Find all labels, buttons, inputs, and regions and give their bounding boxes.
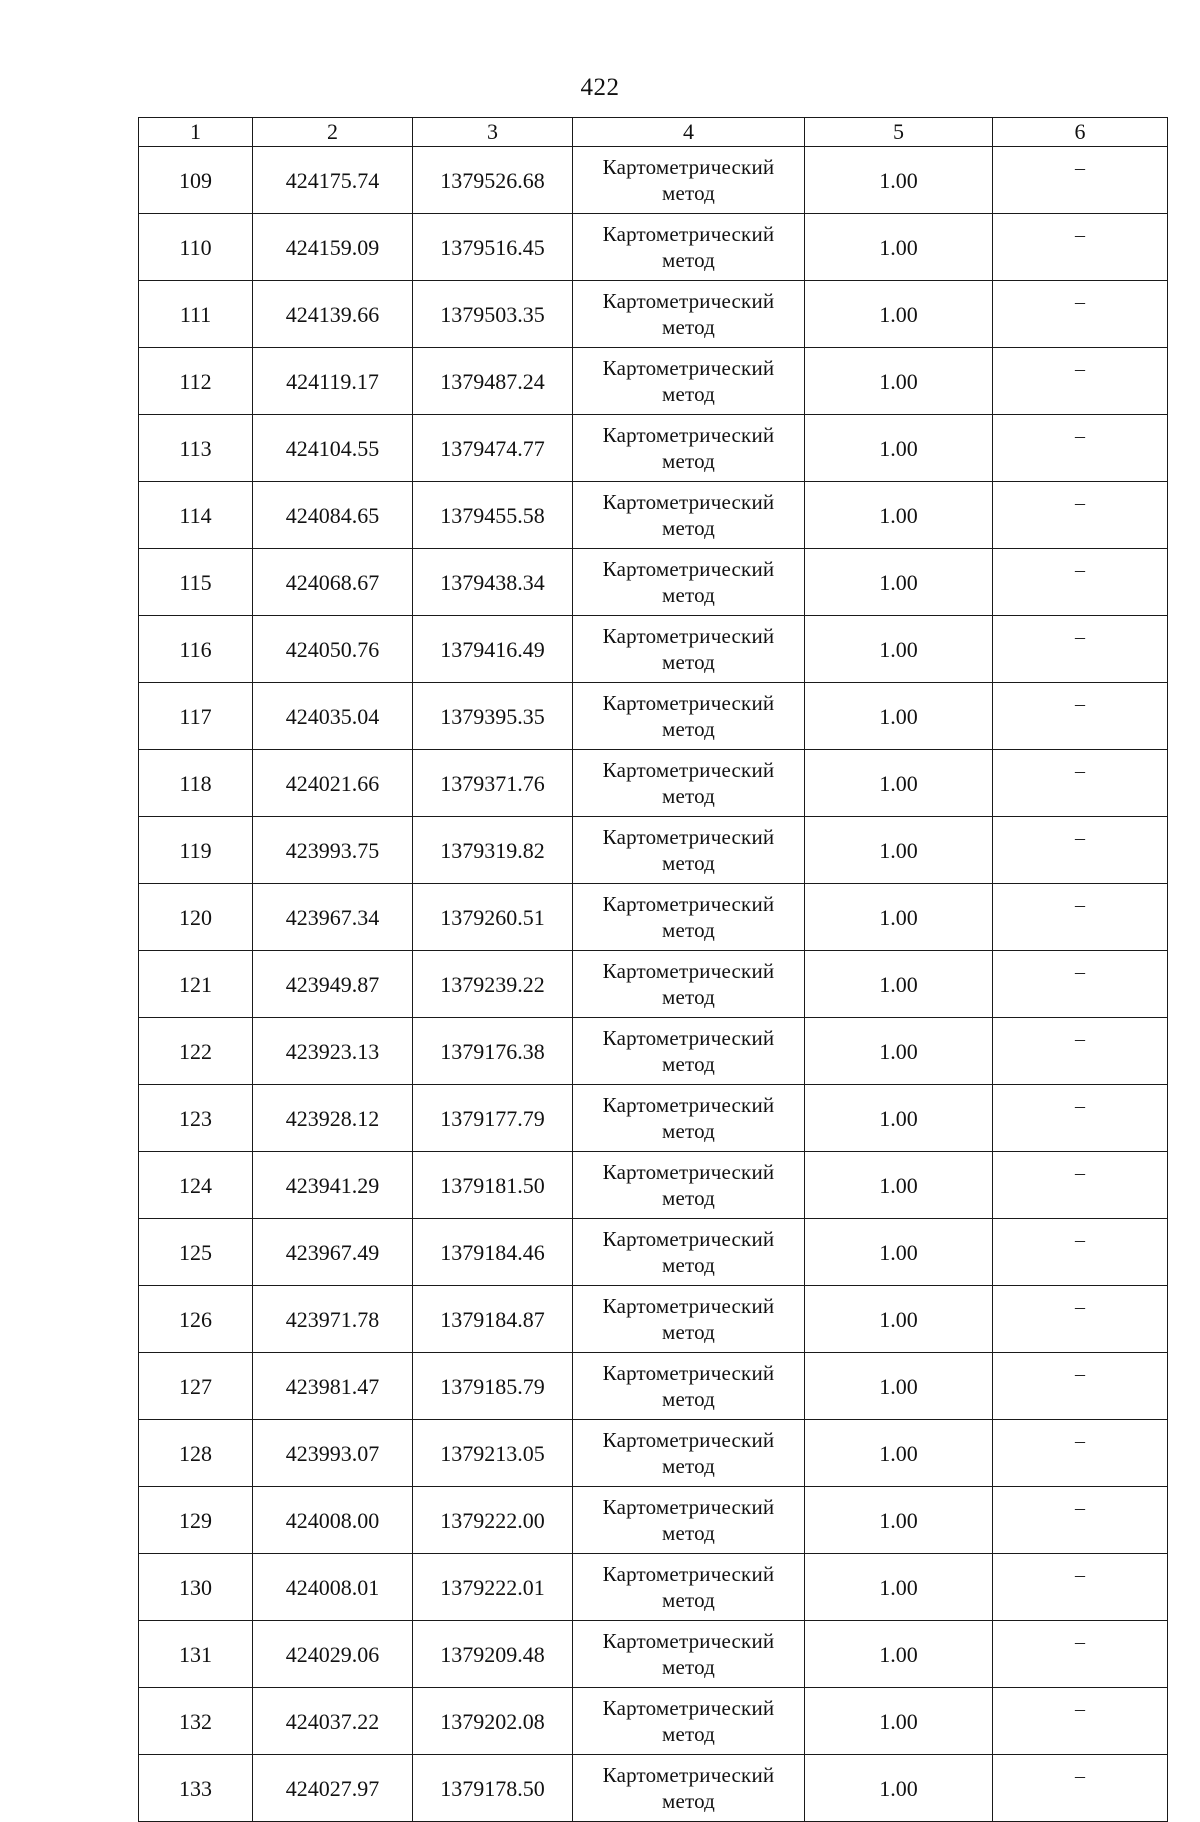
method-line-2: метод bbox=[661, 1655, 716, 1679]
accuracy-cell: 1.00 bbox=[805, 1487, 993, 1554]
x-coordinate-cell: 424027.97 bbox=[253, 1755, 413, 1822]
method-line-2: метод bbox=[661, 918, 716, 942]
note-cell: – bbox=[993, 1755, 1168, 1822]
y-coordinate-cell: 1379487.24 bbox=[413, 348, 573, 415]
method-cell bbox=[573, 1554, 805, 1621]
point-number-cell: 121 bbox=[139, 951, 253, 1018]
table-row bbox=[139, 348, 1168, 415]
table-row bbox=[139, 549, 1168, 616]
accuracy-cell: 1.00 bbox=[805, 1420, 993, 1487]
method-line-1: Картометрический bbox=[602, 1026, 775, 1050]
coordinates-table bbox=[138, 117, 1168, 1822]
method-cell bbox=[573, 147, 805, 214]
method-line-2: метод bbox=[661, 1588, 716, 1612]
y-coordinate-cell: 1379202.08 bbox=[413, 1688, 573, 1755]
note-cell: – bbox=[993, 1152, 1168, 1219]
table-row bbox=[139, 750, 1168, 817]
method-line-2: метод bbox=[661, 985, 716, 1009]
table-row bbox=[139, 482, 1168, 549]
method-cell bbox=[573, 1420, 805, 1487]
x-coordinate-cell: 423949.87 bbox=[253, 951, 413, 1018]
x-coordinate-cell: 424084.65 bbox=[253, 482, 413, 549]
y-coordinate-cell: 1379516.45 bbox=[413, 214, 573, 281]
note-cell: – bbox=[993, 147, 1168, 214]
table-row bbox=[139, 1286, 1168, 1353]
y-coordinate-cell: 1379181.50 bbox=[413, 1152, 573, 1219]
method-cell bbox=[573, 1152, 805, 1219]
method-line-2: метод bbox=[661, 650, 716, 674]
accuracy-cell: 1.00 bbox=[805, 482, 993, 549]
table-row bbox=[139, 1688, 1168, 1755]
note-cell: – bbox=[993, 951, 1168, 1018]
method-line-2: метод bbox=[661, 315, 716, 339]
point-number-cell: 123 bbox=[139, 1085, 253, 1152]
note-cell: – bbox=[993, 281, 1168, 348]
y-coordinate-cell: 1379185.79 bbox=[413, 1353, 573, 1420]
point-number-cell: 129 bbox=[139, 1487, 253, 1554]
accuracy-cell: 1.00 bbox=[805, 1085, 993, 1152]
method-line-2: метод bbox=[661, 583, 716, 607]
point-number-cell: 109 bbox=[139, 147, 253, 214]
note-cell: – bbox=[993, 549, 1168, 616]
y-coordinate-cell: 1379176.38 bbox=[413, 1018, 573, 1085]
method-cell bbox=[573, 549, 805, 616]
method-line-1: Картометрический bbox=[602, 222, 775, 246]
note-cell: – bbox=[993, 1219, 1168, 1286]
note-cell: – bbox=[993, 1018, 1168, 1085]
method-line-1: Картометрический bbox=[602, 1227, 775, 1251]
accuracy-cell: 1.00 bbox=[805, 1353, 993, 1420]
method-cell bbox=[573, 1755, 805, 1822]
table-row bbox=[139, 1152, 1168, 1219]
y-coordinate-cell: 1379178.50 bbox=[413, 1755, 573, 1822]
table-row bbox=[139, 1018, 1168, 1085]
x-coordinate-cell: 423981.47 bbox=[253, 1353, 413, 1420]
table-row bbox=[139, 415, 1168, 482]
y-coordinate-cell: 1379222.01 bbox=[413, 1554, 573, 1621]
table-header bbox=[139, 118, 1168, 147]
point-number-cell: 117 bbox=[139, 683, 253, 750]
y-coordinate-cell: 1379319.82 bbox=[413, 817, 573, 884]
x-coordinate-cell: 423967.34 bbox=[253, 884, 413, 951]
table-row bbox=[139, 214, 1168, 281]
method-cell bbox=[573, 1487, 805, 1554]
note-cell: – bbox=[993, 884, 1168, 951]
method-cell bbox=[573, 281, 805, 348]
point-number-cell: 118 bbox=[139, 750, 253, 817]
column-header-1: 1 bbox=[139, 118, 253, 147]
note-cell: – bbox=[993, 1353, 1168, 1420]
y-coordinate-cell: 1379209.48 bbox=[413, 1621, 573, 1688]
method-cell bbox=[573, 214, 805, 281]
method-cell bbox=[573, 817, 805, 884]
method-line-2: метод bbox=[661, 1454, 716, 1478]
y-coordinate-cell: 1379213.05 bbox=[413, 1420, 573, 1487]
x-coordinate-cell: 423993.07 bbox=[253, 1420, 413, 1487]
method-cell bbox=[573, 482, 805, 549]
method-cell bbox=[573, 1621, 805, 1688]
note-cell: – bbox=[993, 750, 1168, 817]
method-line-1: Картометрический bbox=[602, 1428, 775, 1452]
y-coordinate-cell: 1379416.49 bbox=[413, 616, 573, 683]
point-number-cell: 131 bbox=[139, 1621, 253, 1688]
x-coordinate-cell: 424008.01 bbox=[253, 1554, 413, 1621]
note-cell: – bbox=[993, 482, 1168, 549]
accuracy-cell: 1.00 bbox=[805, 1286, 993, 1353]
method-cell bbox=[573, 1353, 805, 1420]
x-coordinate-cell: 424008.00 bbox=[253, 1487, 413, 1554]
x-coordinate-cell: 424021.66 bbox=[253, 750, 413, 817]
table-row bbox=[139, 1554, 1168, 1621]
x-coordinate-cell: 424175.74 bbox=[253, 147, 413, 214]
method-line-2: метод bbox=[661, 1253, 716, 1277]
note-cell: – bbox=[993, 817, 1168, 884]
note-cell: – bbox=[993, 214, 1168, 281]
method-cell bbox=[573, 750, 805, 817]
y-coordinate-cell: 1379239.22 bbox=[413, 951, 573, 1018]
method-line-1: Картометрический bbox=[602, 289, 775, 313]
table-row bbox=[139, 281, 1168, 348]
x-coordinate-cell: 424068.67 bbox=[253, 549, 413, 616]
y-coordinate-cell: 1379184.46 bbox=[413, 1219, 573, 1286]
column-header-3: 3 bbox=[413, 118, 573, 147]
note-cell: – bbox=[993, 1621, 1168, 1688]
method-line-1: Картометрический bbox=[602, 758, 775, 782]
accuracy-cell: 1.00 bbox=[805, 683, 993, 750]
method-line-2: метод bbox=[661, 1722, 716, 1746]
method-cell bbox=[573, 415, 805, 482]
accuracy-cell: 1.00 bbox=[805, 817, 993, 884]
method-line-2: метод bbox=[661, 851, 716, 875]
method-line-1: Картометрический bbox=[602, 624, 775, 648]
method-line-1: Картометрический bbox=[602, 691, 775, 715]
method-cell bbox=[573, 1219, 805, 1286]
point-number-cell: 128 bbox=[139, 1420, 253, 1487]
column-header-4: 4 bbox=[573, 118, 805, 147]
accuracy-cell: 1.00 bbox=[805, 1152, 993, 1219]
accuracy-cell: 1.00 bbox=[805, 1219, 993, 1286]
method-line-2: метод bbox=[661, 1387, 716, 1411]
method-cell bbox=[573, 616, 805, 683]
method-line-2: метод bbox=[661, 717, 716, 741]
table-row bbox=[139, 951, 1168, 1018]
point-number-cell: 115 bbox=[139, 549, 253, 616]
x-coordinate-cell: 424104.55 bbox=[253, 415, 413, 482]
note-cell: – bbox=[993, 1487, 1168, 1554]
method-line-2: метод bbox=[661, 784, 716, 808]
x-coordinate-cell: 423993.75 bbox=[253, 817, 413, 884]
y-coordinate-cell: 1379503.35 bbox=[413, 281, 573, 348]
method-cell bbox=[573, 1688, 805, 1755]
x-coordinate-cell: 424119.17 bbox=[253, 348, 413, 415]
method-line-1: Картометрический bbox=[602, 155, 775, 179]
x-coordinate-cell: 424139.66 bbox=[253, 281, 413, 348]
point-number-cell: 120 bbox=[139, 884, 253, 951]
method-cell bbox=[573, 951, 805, 1018]
accuracy-cell: 1.00 bbox=[805, 951, 993, 1018]
method-line-2: метод bbox=[661, 1052, 716, 1076]
point-number-cell: 126 bbox=[139, 1286, 253, 1353]
method-line-1: Картометрический bbox=[602, 1562, 775, 1586]
method-line-2: метод bbox=[661, 1186, 716, 1210]
accuracy-cell: 1.00 bbox=[805, 348, 993, 415]
table-row bbox=[139, 1219, 1168, 1286]
point-number-cell: 112 bbox=[139, 348, 253, 415]
x-coordinate-cell: 423923.13 bbox=[253, 1018, 413, 1085]
note-cell: – bbox=[993, 683, 1168, 750]
method-cell bbox=[573, 1085, 805, 1152]
y-coordinate-cell: 1379455.58 bbox=[413, 482, 573, 549]
point-number-cell: 116 bbox=[139, 616, 253, 683]
page-number: 422 bbox=[580, 74, 620, 101]
accuracy-cell: 1.00 bbox=[805, 147, 993, 214]
method-line-2: метод bbox=[661, 1119, 716, 1143]
y-coordinate-cell: 1379474.77 bbox=[413, 415, 573, 482]
method-line-1: Картометрический bbox=[602, 1160, 775, 1184]
point-number-cell: 133 bbox=[139, 1755, 253, 1822]
x-coordinate-cell: 423971.78 bbox=[253, 1286, 413, 1353]
method-line-2: метод bbox=[661, 1521, 716, 1545]
method-line-1: Картометрический bbox=[602, 490, 775, 514]
column-header-6: 6 bbox=[993, 118, 1168, 147]
x-coordinate-cell: 423928.12 bbox=[253, 1085, 413, 1152]
accuracy-cell: 1.00 bbox=[805, 750, 993, 817]
note-cell: – bbox=[993, 1420, 1168, 1487]
table-row bbox=[139, 1353, 1168, 1420]
point-number-cell: 110 bbox=[139, 214, 253, 281]
y-coordinate-cell: 1379177.79 bbox=[413, 1085, 573, 1152]
point-number-cell: 111 bbox=[139, 281, 253, 348]
method-line-1: Картометрический bbox=[602, 356, 775, 380]
x-coordinate-cell: 423941.29 bbox=[253, 1152, 413, 1219]
x-coordinate-cell: 424050.76 bbox=[253, 616, 413, 683]
method-line-1: Картометрический bbox=[602, 423, 775, 447]
table-row bbox=[139, 1487, 1168, 1554]
point-number-cell: 125 bbox=[139, 1219, 253, 1286]
point-number-cell: 113 bbox=[139, 415, 253, 482]
x-coordinate-cell: 423967.49 bbox=[253, 1219, 413, 1286]
method-line-1: Картометрический bbox=[602, 1495, 775, 1519]
y-coordinate-cell: 1379184.87 bbox=[413, 1286, 573, 1353]
accuracy-cell: 1.00 bbox=[805, 281, 993, 348]
method-cell bbox=[573, 884, 805, 951]
method-cell bbox=[573, 683, 805, 750]
y-coordinate-cell: 1379371.76 bbox=[413, 750, 573, 817]
y-coordinate-cell: 1379222.00 bbox=[413, 1487, 573, 1554]
method-cell bbox=[573, 1018, 805, 1085]
point-number-cell: 122 bbox=[139, 1018, 253, 1085]
accuracy-cell: 1.00 bbox=[805, 1755, 993, 1822]
method-line-1: Картометрический bbox=[602, 1696, 775, 1720]
table-row bbox=[139, 616, 1168, 683]
point-number-cell: 127 bbox=[139, 1353, 253, 1420]
accuracy-cell: 1.00 bbox=[805, 1018, 993, 1085]
accuracy-cell: 1.00 bbox=[805, 1621, 993, 1688]
method-line-1: Картометрический bbox=[602, 959, 775, 983]
accuracy-cell: 1.00 bbox=[805, 214, 993, 281]
method-line-1: Картометрический bbox=[602, 825, 775, 849]
x-coordinate-cell: 424035.04 bbox=[253, 683, 413, 750]
note-cell: – bbox=[993, 1688, 1168, 1755]
y-coordinate-cell: 1379395.35 bbox=[413, 683, 573, 750]
method-line-1: Картометрический bbox=[602, 557, 775, 581]
method-line-2: метод bbox=[661, 181, 716, 205]
method-line-2: метод bbox=[661, 1320, 716, 1344]
method-line-2: метод bbox=[661, 248, 716, 272]
note-cell: – bbox=[993, 348, 1168, 415]
table-row bbox=[139, 147, 1168, 214]
x-coordinate-cell: 424029.06 bbox=[253, 1621, 413, 1688]
method-line-1: Картометрический bbox=[602, 1093, 775, 1117]
method-line-2: метод bbox=[661, 382, 716, 406]
table-row bbox=[139, 683, 1168, 750]
accuracy-cell: 1.00 bbox=[805, 1688, 993, 1755]
method-cell bbox=[573, 348, 805, 415]
table-row bbox=[139, 817, 1168, 884]
method-line-1: Картометрический bbox=[602, 1294, 775, 1318]
accuracy-cell: 1.00 bbox=[805, 616, 993, 683]
table-row bbox=[139, 1085, 1168, 1152]
column-header-5: 5 bbox=[805, 118, 993, 147]
method-line-2: метод bbox=[661, 449, 716, 473]
method-cell bbox=[573, 1286, 805, 1353]
table-row bbox=[139, 1755, 1168, 1822]
method-line-2: метод bbox=[661, 1789, 716, 1813]
method-line-1: Картометрический bbox=[602, 1361, 775, 1385]
x-coordinate-cell: 424159.09 bbox=[253, 214, 413, 281]
method-line-1: Картометрический bbox=[602, 1629, 775, 1653]
method-line-2: метод bbox=[661, 516, 716, 540]
y-coordinate-cell: 1379438.34 bbox=[413, 549, 573, 616]
note-cell: – bbox=[993, 1286, 1168, 1353]
point-number-cell: 124 bbox=[139, 1152, 253, 1219]
header-row bbox=[139, 118, 1168, 147]
point-number-cell: 119 bbox=[139, 817, 253, 884]
note-cell: – bbox=[993, 415, 1168, 482]
method-line-1: Картометрический bbox=[602, 892, 775, 916]
table-row bbox=[139, 1621, 1168, 1688]
accuracy-cell: 1.00 bbox=[805, 549, 993, 616]
table-body bbox=[139, 147, 1168, 1822]
table-row bbox=[139, 884, 1168, 951]
point-number-cell: 114 bbox=[139, 482, 253, 549]
point-number-cell: 132 bbox=[139, 1688, 253, 1755]
point-number-cell: 130 bbox=[139, 1554, 253, 1621]
note-cell: – bbox=[993, 1085, 1168, 1152]
y-coordinate-cell: 1379526.68 bbox=[413, 147, 573, 214]
accuracy-cell: 1.00 bbox=[805, 415, 993, 482]
table-row bbox=[139, 1420, 1168, 1487]
accuracy-cell: 1.00 bbox=[805, 1554, 993, 1621]
note-cell: – bbox=[993, 1554, 1168, 1621]
column-header-2: 2 bbox=[253, 118, 413, 147]
y-coordinate-cell: 1379260.51 bbox=[413, 884, 573, 951]
note-cell: – bbox=[993, 616, 1168, 683]
x-coordinate-cell: 424037.22 bbox=[253, 1688, 413, 1755]
accuracy-cell: 1.00 bbox=[805, 884, 993, 951]
method-line-1: Картометрический bbox=[602, 1763, 775, 1787]
